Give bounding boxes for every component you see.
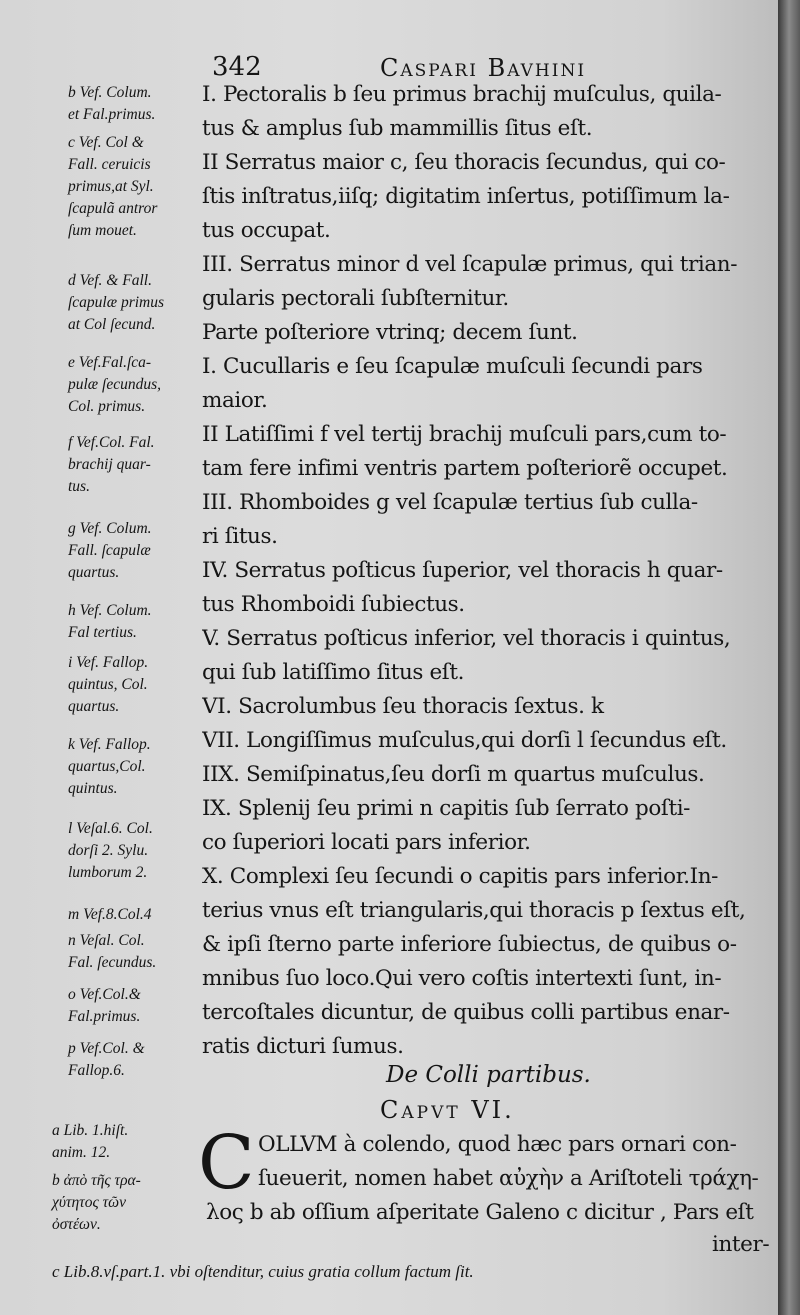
- drop-cap: C: [198, 1120, 255, 1206]
- text-line: I. Cucullaris e ſeu ſcapulæ muſculi ſecundi pars: [202, 354, 703, 379]
- section-title: De Colli partibus.: [386, 1062, 591, 1088]
- margin-note: i Vef. Fallop. quintus, Col. quartus.: [68, 654, 149, 715]
- text-line: III. Serratus minor d vel ſcapulæ primus, qui trian-: [202, 252, 738, 277]
- margin-note: d Vef. & Fall. ſcapulæ primus at Col ſecund.: [68, 272, 165, 333]
- text-line: maior.: [202, 388, 268, 413]
- text-line: tam fere infimi ventris partem poſteriorẽ occupet.: [202, 456, 728, 481]
- margin-note: a Lib. 1.hiſt. anim. 12.: [52, 1122, 129, 1161]
- text-line: & ipſi ſterno parte inferiore ſubiectus, de quibus o-: [202, 932, 737, 957]
- text-line: tercoſtales dicuntur, de quibus colli partibus enar-: [202, 1000, 730, 1025]
- text-line: tus occupat.: [202, 218, 331, 243]
- text-line: tus & amplus ſub mammillis ſitus eſt.: [202, 116, 593, 141]
- text-line: Parte poſteriore vtrinq; decem ſunt.: [202, 320, 578, 345]
- text-line: tus Rhomboidi ſubiectus.: [202, 592, 465, 617]
- chapter-line: ſueuerit, nomen habet αὐχὴν a Ariſtoteli τράχη-: [258, 1166, 759, 1191]
- text-line: I. Pectoralis b ſeu primus brachij muſculus, quila-: [202, 82, 722, 107]
- margin-note: g Vef. Colum. Fall. ſcapulæ quartus.: [68, 520, 152, 581]
- text-line: III. Rhomboides g vel ſcapulæ tertius ſub culla-: [202, 490, 698, 515]
- text-line: terius vnus eſt triangularis,qui thoracis p ſextus eſt,: [202, 898, 746, 923]
- text-line: co ſuperiori locati pars inferior.: [202, 830, 531, 855]
- running-title: Caspari Bavhini: [380, 54, 587, 82]
- text-line: IV. Serratus poſticus ſuperior, vel thoracis h quar-: [202, 558, 723, 583]
- margin-note: o Vef.Col.& Fal.primus.: [68, 986, 141, 1025]
- text-line: ſtis inſtratus,iiſq; digitatim inſertus, potiſſimum la-: [202, 184, 730, 209]
- margin-note: b ἀπὸ τῆς τρα- χύτητος τῶν ὀστέων.: [52, 1172, 141, 1233]
- text-line: V. Serratus poſticus inferior, vel thoracis i quintus,: [202, 626, 731, 651]
- page-number: 342: [212, 52, 262, 82]
- margin-note: h Vef. Colum. Fal tertius.: [68, 602, 152, 641]
- text-line: IX. Splenij ſeu primi n capitis ſub ſerrato poſti-: [202, 796, 691, 821]
- text-line: mnibus ſuo loco.Qui vero coſtis intertexti ſunt, in-: [202, 966, 722, 991]
- text-line: VI. Sacrolumbus ſeu thoracis ſextus. k: [202, 694, 604, 719]
- chapter-line: λος b ab oſſium aſperitate Galeno c dicitur , Pars eſt: [206, 1200, 754, 1225]
- text-line: ratis dicturi ſumus.: [202, 1034, 404, 1059]
- margin-note: c Vef. Col & Fall. ceruicis primus,at Syl. ſcapulã antror ſum mouet.: [68, 134, 158, 239]
- margin-note: k Vef. Fallop. quartus,Col. quintus.: [68, 736, 151, 797]
- margin-note: n Veſal. Col. Fal. ſecundus.: [68, 932, 157, 971]
- text-line: VII. Longiſſimus muſculus,qui dorſi l ſecundus eſt.: [202, 728, 727, 753]
- text-line: gularis pectorali ſubſternitur.: [202, 286, 509, 311]
- chapter-line: OLLVM à colendo, quod hæc pars ornari con-: [258, 1132, 737, 1157]
- margin-note: e Vef.Fal.ſca- pulæ ſecundus, Col. primus.: [68, 354, 161, 415]
- chapter-line: inter-: [712, 1232, 770, 1257]
- footnote: c Lib.8.vſ.part.1. vbi oſtenditur, cuius gratia collum factum ſit.: [52, 1262, 474, 1281]
- book-gutter: [778, 0, 800, 1315]
- margin-note: m Vef.8.Col.4: [68, 906, 152, 923]
- margin-note: p Vef.Col. & Fallop.6.: [68, 1040, 145, 1079]
- text-line: II Latiſſimi f vel tertij brachij muſculi pars,cum to-: [202, 422, 727, 447]
- chapter-title: Capvt VI.: [380, 1096, 515, 1124]
- margin-note: b Vef. Colum. et Fal.primus.: [68, 84, 156, 123]
- text-line: ri ſitus.: [202, 524, 278, 549]
- text-line: X. Complexi ſeu ſecundi o capitis pars inferior.In-: [202, 864, 719, 889]
- margin-note: l Veſal.6. Col. dorſi 2. Sylu. lumborum 2.: [68, 820, 153, 881]
- text-line: II Serratus maior c, ſeu thoracis ſecundus, qui co-: [202, 150, 726, 175]
- text-line: qui ſub latiſſimo ſitus eſt.: [202, 660, 465, 685]
- text-line: IIX. Semiſpinatus,ſeu dorſi m quartus muſculus.: [202, 762, 705, 787]
- margin-note: f Vef.Col. Fal. brachij quar- tus.: [68, 434, 155, 495]
